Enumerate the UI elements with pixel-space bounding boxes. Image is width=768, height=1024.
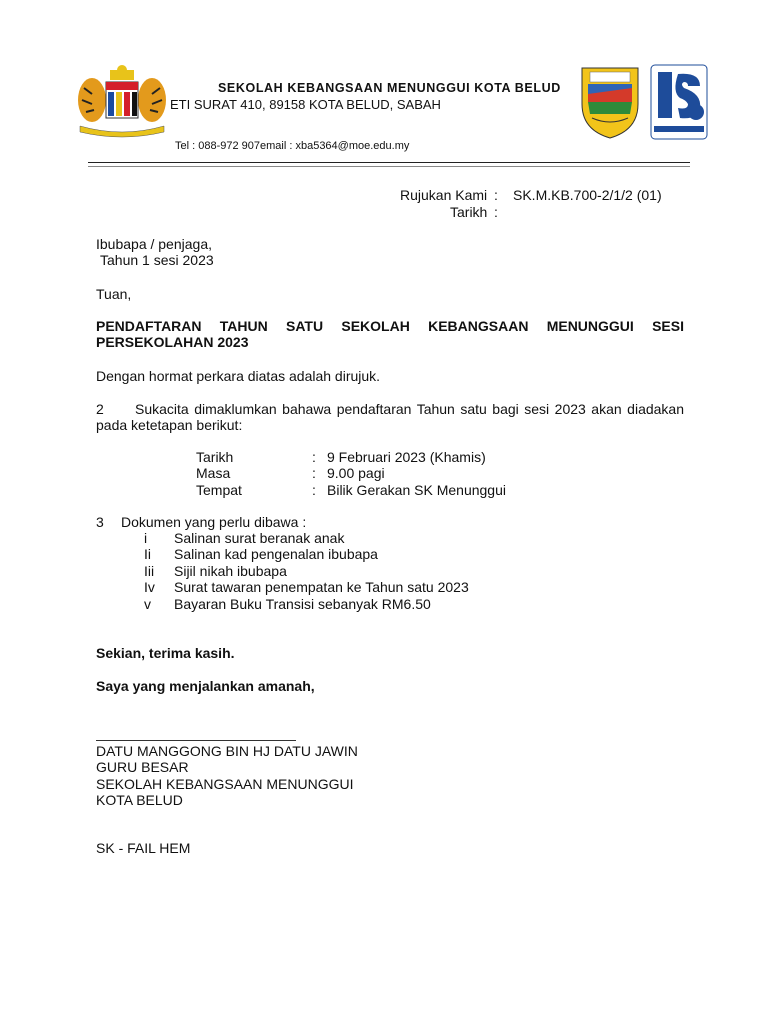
school-name: SEKOLAH KEBANGSAAN MENUNGGUI KOTA BELUD — [218, 81, 561, 95]
list-item: Sijil nikah ibubapa — [174, 563, 287, 579]
list-marker: Iii — [144, 563, 155, 579]
date-separator: : — [494, 204, 498, 220]
signatory-title: GURU BESAR — [96, 759, 189, 775]
detail-separator: : — [312, 449, 316, 465]
carbon-copy: SK - FAIL HEM — [96, 840, 191, 856]
date-label: Tarikh — [450, 204, 488, 220]
detail-separator: : — [312, 465, 316, 481]
header-divider-thin — [88, 166, 690, 167]
detail-value: Bilik Gerakan SK Menunggui — [327, 482, 506, 498]
recipient-line-2: Tahun 1 sesi 2023 — [100, 252, 214, 268]
paragraph-2-line-1: Sukacita dimaklumkan bahawa pendaftaran Tahun satu bagi sesi 2023 akan diadakan — [135, 401, 684, 417]
signatory-school: SEKOLAH KEBANGSAAN MENUNGGUI — [96, 776, 354, 792]
list-marker: i — [144, 530, 148, 546]
reference-value: SK.M.KB.700-2/1/2 (01) — [513, 187, 662, 203]
paragraph-1: Dengan hormat perkara diatas adalah dirujuk. — [96, 368, 381, 384]
list-marker: Ii — [144, 546, 151, 562]
school-crest-icon — [572, 64, 648, 140]
closing-thanks: Sekian, terima kasih. — [96, 645, 235, 661]
signature-line — [96, 740, 296, 741]
signatory-town: KOTA BELUD — [96, 792, 183, 808]
reference-label: Rujukan Kami — [400, 187, 488, 203]
paragraph-3-number: 3 — [96, 514, 104, 530]
paragraph-2-line-2: pada ketetapan berikut: — [96, 417, 243, 433]
list-marker: v — [144, 596, 151, 612]
subject-line-2: PERSEKOLAHAN 2023 — [96, 334, 249, 350]
salutation: Tuan, — [96, 286, 132, 302]
list-item: Salinan kad pengenalan ibubapa — [174, 546, 378, 562]
detail-value: 9 Februari 2023 (Khamis) — [327, 449, 486, 465]
paragraph-2-number: 2 — [96, 401, 104, 417]
list-item: Surat tawaran penempatan ke Tahun satu 2023 — [174, 579, 469, 595]
header-divider — [88, 162, 690, 163]
detail-separator: : — [312, 482, 316, 498]
reference-separator: : — [494, 187, 498, 203]
detail-label: Tarikh — [196, 449, 234, 465]
coat-of-arms-icon — [74, 64, 170, 138]
subject-line-1: PENDAFTARAN TAHUN SATU SEKOLAH KEBANGSAAN MENUNGGUI SESI — [96, 318, 684, 334]
contact-line: Tel : 088-972 907email : xba5364@moe.edu.my — [175, 140, 410, 152]
detail-label: Tempat — [196, 482, 242, 498]
paragraph-3-title: Dokumen yang perlu dibawa : — [121, 514, 307, 530]
detail-label: Masa — [196, 465, 231, 481]
list-item: Bayaran Buku Transisi sebanyak RM6.50 — [174, 596, 431, 612]
list-marker: Iv — [144, 579, 155, 595]
signatory-name: DATU MANGGONG BIN HJ DATU JAWIN — [96, 743, 358, 759]
closing-motto: Saya yang menjalankan amanah, — [96, 678, 315, 694]
recipient-line-1: Ibubapa / penjaga, — [96, 236, 212, 252]
detail-value: 9.00 pagi — [327, 465, 385, 481]
list-item: Salinan surat beranak anak — [174, 530, 345, 546]
school-address: ETI SURAT 410, 89158 KOTA BELUD, SABAH — [170, 97, 441, 112]
anniversary-25-logo-icon — [650, 64, 708, 140]
